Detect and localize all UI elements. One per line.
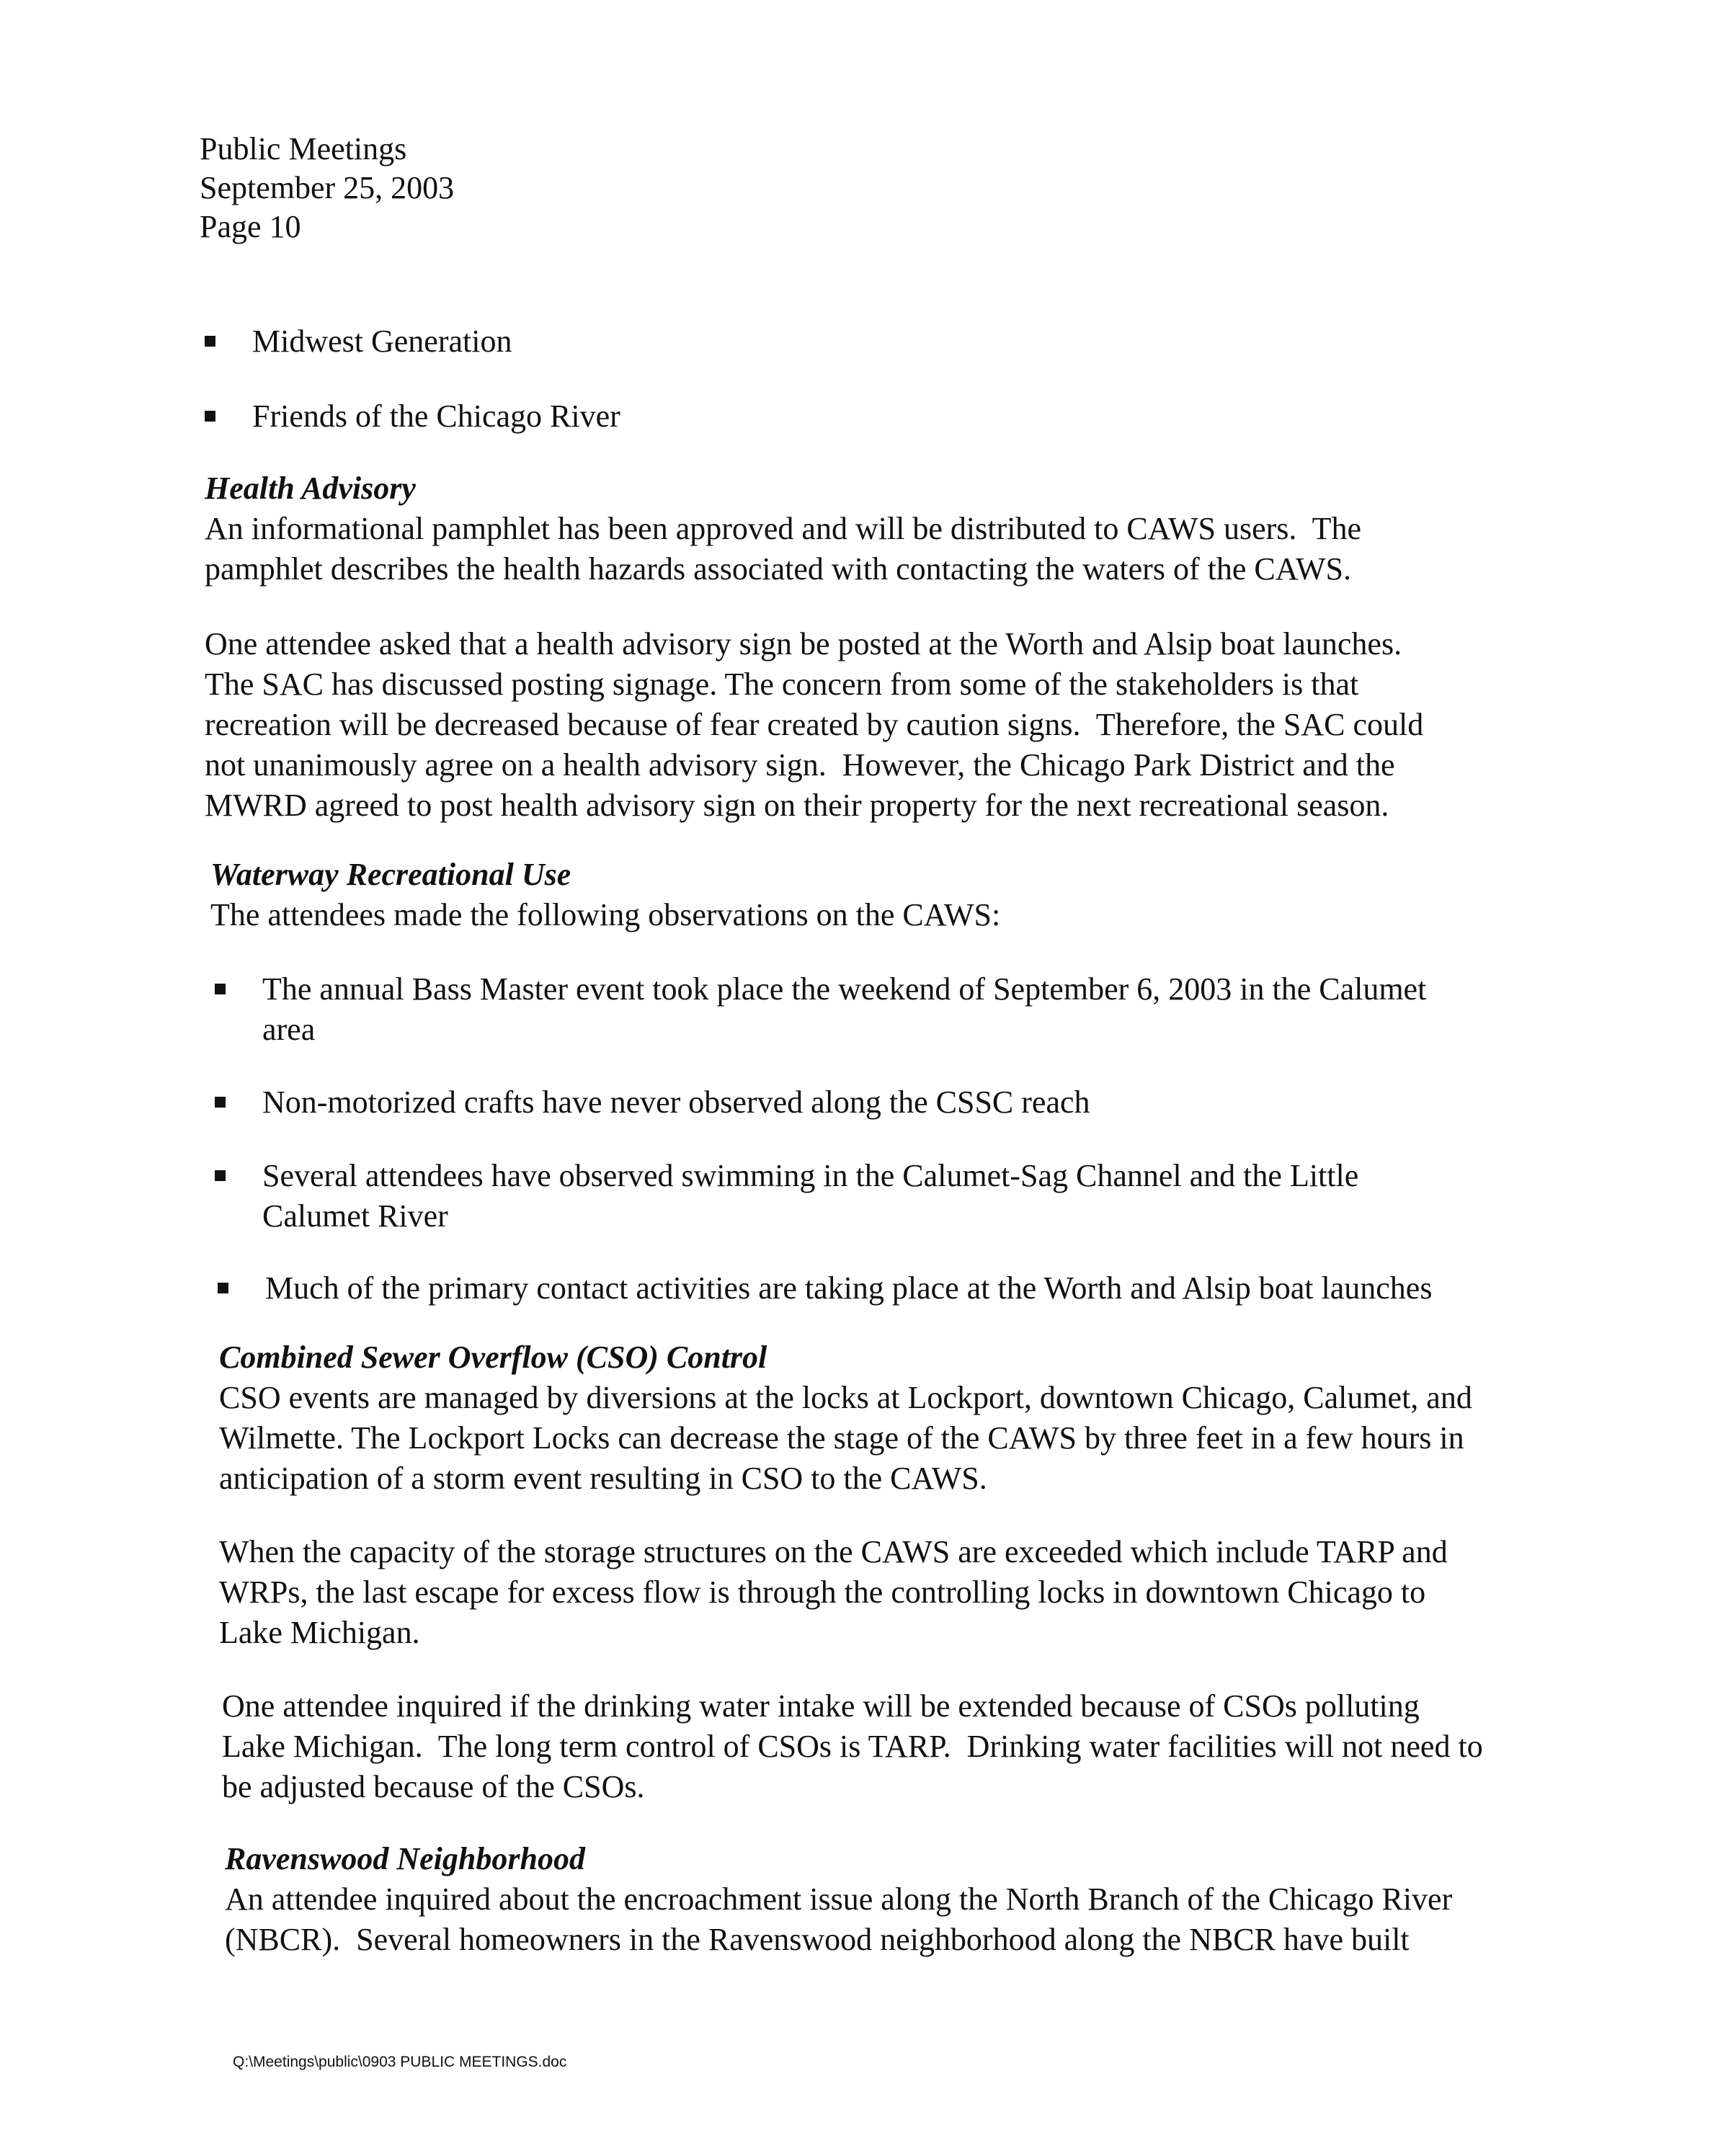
list-item-text: The annual Bass Master event took place the weekend of September 6, 2003 in the Calumet area xyxy=(262,971,1427,1047)
header-title: Public Meetings xyxy=(200,131,407,166)
bullet-square-icon xyxy=(205,336,215,347)
list-item xyxy=(218,1268,1515,1311)
cso-paragraph-1: CSO events are managed by diversions at the locks at Lockport, downtown Chicago, Calumet, and Wilmette. The Lockport Locks can decrease the stage of the CAWS by three feet in a few hours in anticipation of a storm event resulting in CSO to the CAWS. xyxy=(219,1380,1472,1496)
health-advisory-paragraph-2: One attendee asked that a health advisory sign be posted at the Worth and Alsip boat launches. The SAC has discussed posting signage. The concern from some of the stakeholders is that recreation will be decreased because of fear created by caution signs. Therefore, the SAC could not unanimously agree on a health advisory sign. However, the Chicago Park District and the MWRD agreed to post health advisory sign on their property for the next recreational season. xyxy=(205,626,1424,823)
header-date: September 25, 2003 xyxy=(200,170,455,205)
bullet-square-icon xyxy=(218,1283,228,1293)
header-page-number: Page 10 xyxy=(200,209,301,244)
ravenswood-paragraph-1: An attendee inquired about the encroachment issue along the North Branch of the Chicago River (NBCR). Several homeowners in the Ravenswood neighborhood along the NBCR have built xyxy=(225,1881,1453,1957)
list-item-text: Much of the primary contact activities are taking place at the Worth and Alsip boat launches xyxy=(265,1270,1433,1306)
page-header xyxy=(200,130,454,246)
footer-file-path: Q:\Meetings\public\0903 PUBLIC MEETINGS.doc xyxy=(233,2054,567,2070)
list-item xyxy=(215,969,1512,1050)
list-item-text: Midwest Generation xyxy=(252,324,512,359)
bullet-square-icon xyxy=(205,411,215,422)
cso-paragraph-3: One attendee inquired if the drinking water intake will be extended because of CSOs polluting Lake Michigan. The long term control of CSOs is TARP. Drinking water facilities will not need to be adjusted because of the CSOs. xyxy=(222,1688,1483,1804)
section-heading-ravenswood-neighborhood: Ravenswood Neighborhood xyxy=(225,1841,585,1876)
list-item-text: Several attendees have observed swimming in the Calumet-Sag Channel and the Little Calumet River xyxy=(262,1158,1359,1234)
bullet-square-icon xyxy=(215,984,226,994)
list-item-text: Friends of the Chicago River xyxy=(252,398,620,434)
section-heading-health-advisory: Health Advisory xyxy=(205,471,416,506)
bullet-square-icon xyxy=(215,1097,226,1108)
section-heading-cso-control: Combined Sewer Overflow (CSO) Control xyxy=(219,1340,767,1375)
list-item-text: Non-motorized crafts have never observed along the CSSC reach xyxy=(262,1084,1090,1120)
section-heading-waterway-recreational-use: Waterway Recreational Use xyxy=(210,857,571,892)
list-item xyxy=(205,321,1502,365)
bullet-square-icon xyxy=(215,1170,226,1181)
cso-paragraph-2: When the capacity of the storage structures on the CAWS are exceeded which include TARP and WRPs, the last escape for excess flow is through the controlling locks in downtown Chicago to Lake Michigan. xyxy=(219,1534,1448,1650)
list-item xyxy=(205,396,1502,440)
health-advisory-paragraph-1: An informational pamphlet has been approved and will be distributed to CAWS users. The pamphlet describes the health hazards associated with contacting the waters of the CAWS. xyxy=(205,511,1361,587)
waterway-intro: The attendees made the following observations on the CAWS: xyxy=(210,897,1001,932)
list-item xyxy=(215,1156,1512,1237)
list-item xyxy=(215,1082,1512,1126)
